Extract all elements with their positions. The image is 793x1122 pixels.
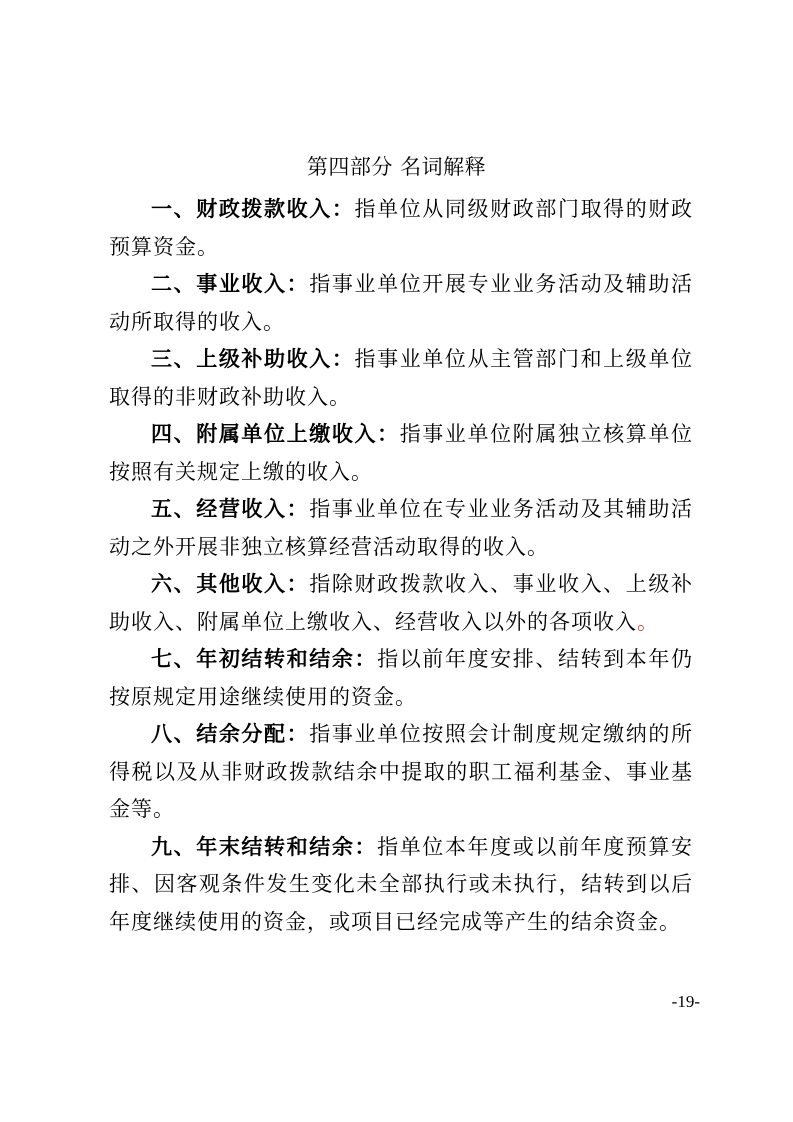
glossary-definition: 指以前年度安排、结转到本年仍按原规定用途继续使用的资金。 [109, 647, 694, 709]
glossary-definition: 指事业单位开展专业业务活动及辅助活动所取得的收入。 [109, 272, 694, 334]
glossary-definition: 指事业单位在专业业务活动及其辅助活动之外开展非独立核算经营活动取得的收入。 [109, 497, 694, 559]
glossary-definition: 指单位本年度或以前年度预算安排、因客观条件发生变化未全部执行或未执行，结转到以后年度继续使用的资金，或项目已经完成等产生的结余资金。 [109, 834, 694, 934]
glossary-term: 七、年初结转和结余： [151, 647, 378, 671]
glossary-entry [109, 566, 693, 641]
glossary-definition: 指事业单位按照会计制度规定缴纳的所得税以及从非财政拨款结余中提取的职工福利基金、事业基金等。 [109, 722, 694, 821]
glossary-entry [109, 341, 693, 416]
glossary-term: 五、经营收入： [151, 497, 310, 521]
glossary-entry [109, 716, 693, 829]
glossary-term: 三、上级补助收入： [151, 347, 355, 371]
glossary-entry [109, 416, 693, 491]
glossary-definition: 指事业单位附属独立核算单位按照有关规定上缴的收入。 [109, 422, 694, 484]
glossary-definition: 指除财政拨款收入、事业收入、上级补助收入、附属单位上缴收入、经营收入以外的各项收入 [109, 572, 694, 634]
glossary-term: 九、年末结转和结余： [151, 834, 378, 859]
glossary-entry [109, 641, 693, 716]
section-title: 第四部分 名词解释 [306, 155, 487, 179]
glossary-term: 二、事业收入： [151, 272, 310, 296]
red-period-mark: 。 [637, 609, 659, 634]
glossary-entry [109, 829, 693, 942]
glossary-term: 一、财政拨款收入： [151, 197, 355, 221]
glossary-entry [109, 266, 693, 341]
glossary-term: 六、其他收入： [151, 572, 310, 596]
glossary-entry [109, 491, 693, 566]
glossary-definition: 指事业单位从主管部门和上级单位取得的非财政补助收入。 [109, 347, 694, 409]
glossary-entry [109, 191, 693, 266]
glossary-list [109, 191, 693, 941]
glossary-definition: 指单位从同级财政部门取得的财政预算资金。 [109, 197, 694, 259]
glossary-term: 四、附属单位上缴收入： [151, 422, 400, 446]
page-number: -19- [671, 992, 700, 1011]
glossary-term: 八、结余分配： [151, 722, 310, 746]
